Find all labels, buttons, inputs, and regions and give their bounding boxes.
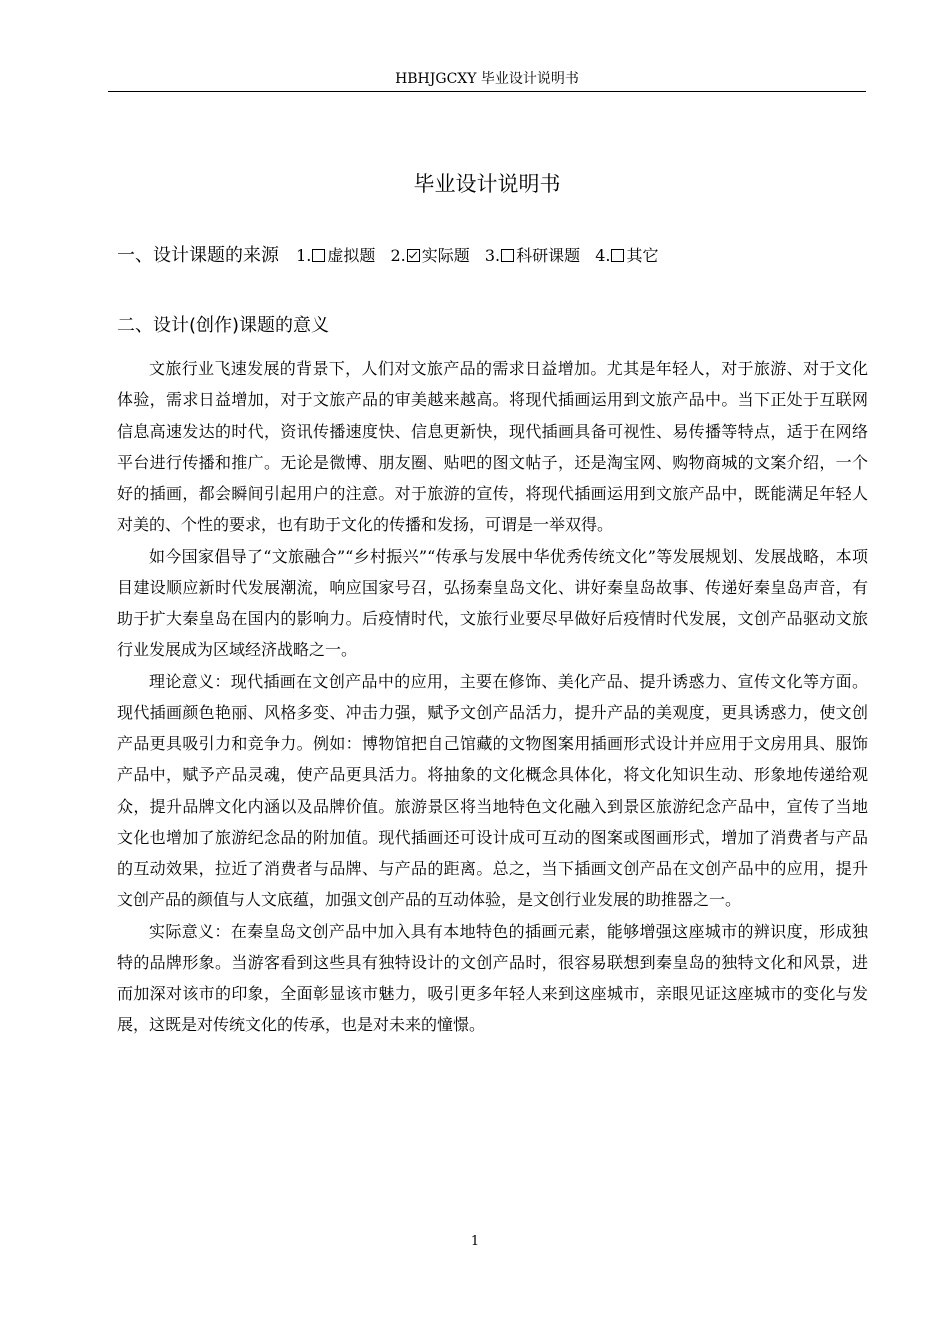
paragraph: 理论意义：现代插画在文创产品中的应用，主要在修饰、美化产品、提升诱惑力、宣传文化等方面。现代插画颜色艳丽、风格多变、冲击力强，赋予文创产品活力，提升产品的美观度，更具诱惑力，使文创产品更具吸引力和竞争力。例如：博物馆把自己馆藏的文物图案用插画形式设计并应用于文房用具、服饰产品中，赋予产品灵魂，使产品更具活力。将抽象的文化概念具体化，将文化知识生动、形象地传递给观众，提升品牌文化内涵以及品牌价值。旅游景区将当地特色文化融入到景区旅游纪念产品中，宣传了当地文化也增加了旅游纪念品的附加值。现代插画还可设计成可互动的图案或图画形式，增加了消费者与产品的互动效果，拉近了消费者与品牌、与产品的距离。总之，当下插画文创产品在文创产品中的应用，提升文创产品的颜值与人文底蕴，加强文创产品的互动体验，是文创行业发展的助推器之一。: [117, 671, 868, 910]
option-number: 1.: [296, 246, 312, 265]
option-number: 3.: [484, 246, 501, 265]
option-actual: [390, 246, 469, 265]
page-header: HBHJGCXY 毕业设计说明书: [395, 71, 579, 87]
source-options: [296, 246, 668, 265]
checkbox-icon: [312, 249, 325, 262]
page-number: 1: [470, 1234, 480, 1249]
paragraph: 如今国家倡导了“文旅融合”“乡村振兴”“传承与发展中华优秀传统文化”等发展规划、发展战略，本项目建设顺应新时代发展潮流，响应国家号召，弘扬秦皇岛文化、讲好秦皇岛故事、传递好秦皇岛声音，有助于扩大秦皇岛在国内的影响力。后疫情时代，文旅行业要尽早做好后疫情时代发展，文创产品驱动文旅行业发展成为区域经济战略之一。: [117, 546, 868, 660]
option-label: 科研课题: [516, 246, 581, 265]
option-other: [595, 246, 658, 265]
option-label: 实际题: [421, 246, 470, 265]
checkbox-icon: [611, 249, 624, 262]
option-label: 虚拟题: [327, 246, 376, 265]
section-heading: 二、设计(创作)课题的意义: [117, 315, 330, 336]
checked-checkbox-icon: [407, 249, 420, 262]
document-title: 毕业设计说明书: [413, 172, 561, 196]
paragraph: 文旅行业飞速发展的背景下，人们对文旅产品的需求日益增加。尤其是年轻人，对于旅游、对于文化体验，需求日益增加，对于文旅产品的审美越来越高。将现代插画运用到文旅产品中。当下正处于互联网信息高速发达的时代，资讯传播速度快、信息更新快，现代插画具备可视性、易传播等特点，适于在网络平台进行传播和推广。无论是微博、朋友圈、贴吧的图文帖子，还是淘宝网、购物商城的文案介绍，一个好的插画，都会瞬间引起用户的注意。对于旅游的宣传，将现代插画运用到文旅产品中，既能满足年轻人对美的、个性的要求，也有助于文化的传播和发扬，可谓是一举双得。: [117, 359, 868, 535]
section-significance: [117, 311, 329, 341]
option-virtual: [296, 246, 375, 265]
paragraph: 实际意义：在秦皇岛文创产品中加入具有本地特色的插画元素，能够增强这座城市的辨识度，形成独特的品牌形象。当游客看到这些具有独特设计的文创产品时，很容易联想到秦皇岛的独特文化和风景，进而加深对该市的印象，全面彰显该市魅力，吸引更多年轻人来到这座城市，亲眼见证这座城市的变化与发展，这既是对传统文化的传承，也是对未来的憧憬。: [117, 921, 868, 1035]
option-number: 4.: [595, 246, 611, 265]
body-text: [117, 353, 868, 1041]
header-divider: [108, 91, 866, 92]
option-number: 2.: [390, 246, 406, 265]
option-research: [485, 246, 580, 265]
checkbox-icon: [501, 249, 514, 262]
section-topic-source: [117, 241, 669, 271]
option-label: 其它: [626, 246, 659, 265]
section-heading: 一、设计课题的来源: [117, 245, 279, 266]
